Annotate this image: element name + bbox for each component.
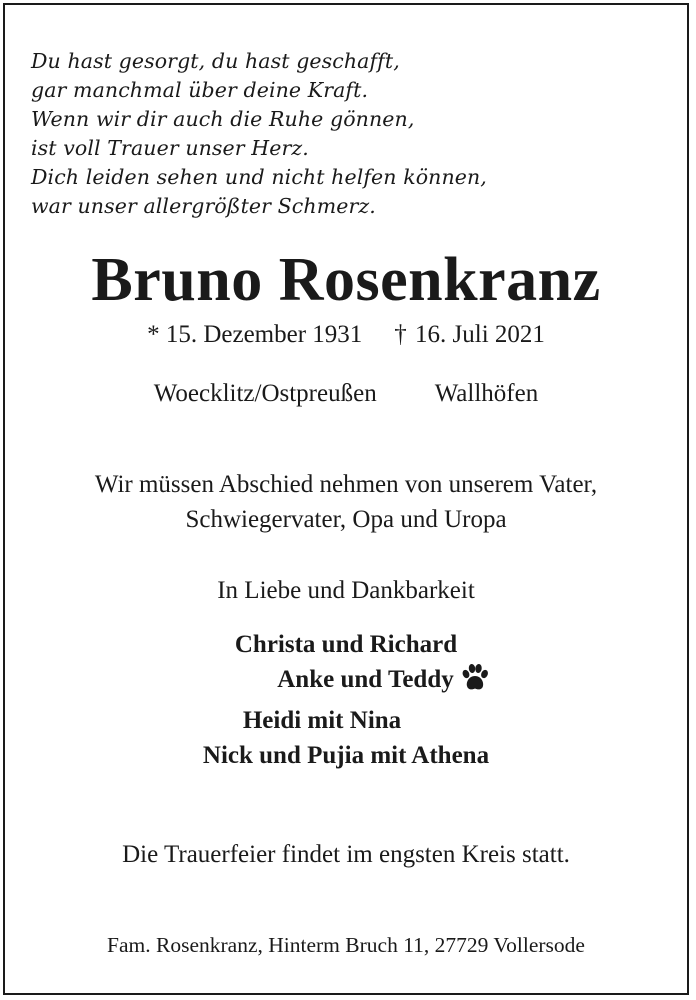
poem-line: gar manchmal über deine Kraft. xyxy=(31,78,369,102)
poem-line: Wenn wir dir auch die Ruhe gönnen, xyxy=(31,107,415,131)
memorial-poem xyxy=(31,47,487,221)
birthplace: Woecklitz/Ostpreußen xyxy=(153,380,377,407)
poem-line: ist voll Trauer unser Herz. xyxy=(31,136,309,160)
farewell-line: Schwiegervater, Opa und Uropa xyxy=(185,506,507,533)
poem-line: Dich leiden sehen und nicht helfen können, xyxy=(31,165,487,189)
farewell-text xyxy=(5,467,687,537)
poem-line: Du hast gesorgt, du hast geschafft, xyxy=(31,49,400,73)
mourner-line-with-paw xyxy=(80,662,687,703)
deceased-name: Bruno Rosenkranz xyxy=(91,246,601,314)
life-places xyxy=(5,378,687,410)
mourner-line: Christa und Richard xyxy=(234,631,458,658)
deathplace: Wallhöfen xyxy=(434,380,539,407)
service-note: Die Trauerfeier findet im engsten Kreis statt. xyxy=(122,841,570,868)
mourner-line: Anke und Teddy xyxy=(277,666,454,693)
poem-line: war unser allergrößter Schmerz. xyxy=(31,194,376,218)
mourner-line: Heidi mit Nina xyxy=(242,707,402,734)
closing-phrase: In Liebe und Dankbarkeit xyxy=(217,577,475,604)
family-mourners xyxy=(5,627,687,773)
farewell-line: Wir müssen Abschied nehmen von unserem Vater, xyxy=(94,471,598,498)
mourner-line: Nick und Pujia mit Athena xyxy=(202,742,490,769)
death-date: 16. Juli 2021 xyxy=(415,321,545,348)
obituary-notice xyxy=(3,3,689,995)
life-dates xyxy=(5,319,687,351)
cross-icon: † xyxy=(394,321,407,348)
family-address: Fam. Rosenkranz, Hinterm Bruch 11, 27729 Vollersode xyxy=(107,933,585,957)
paw-print-icon xyxy=(460,663,490,703)
birth-date: * 15. Dezember 1931 xyxy=(147,321,363,348)
